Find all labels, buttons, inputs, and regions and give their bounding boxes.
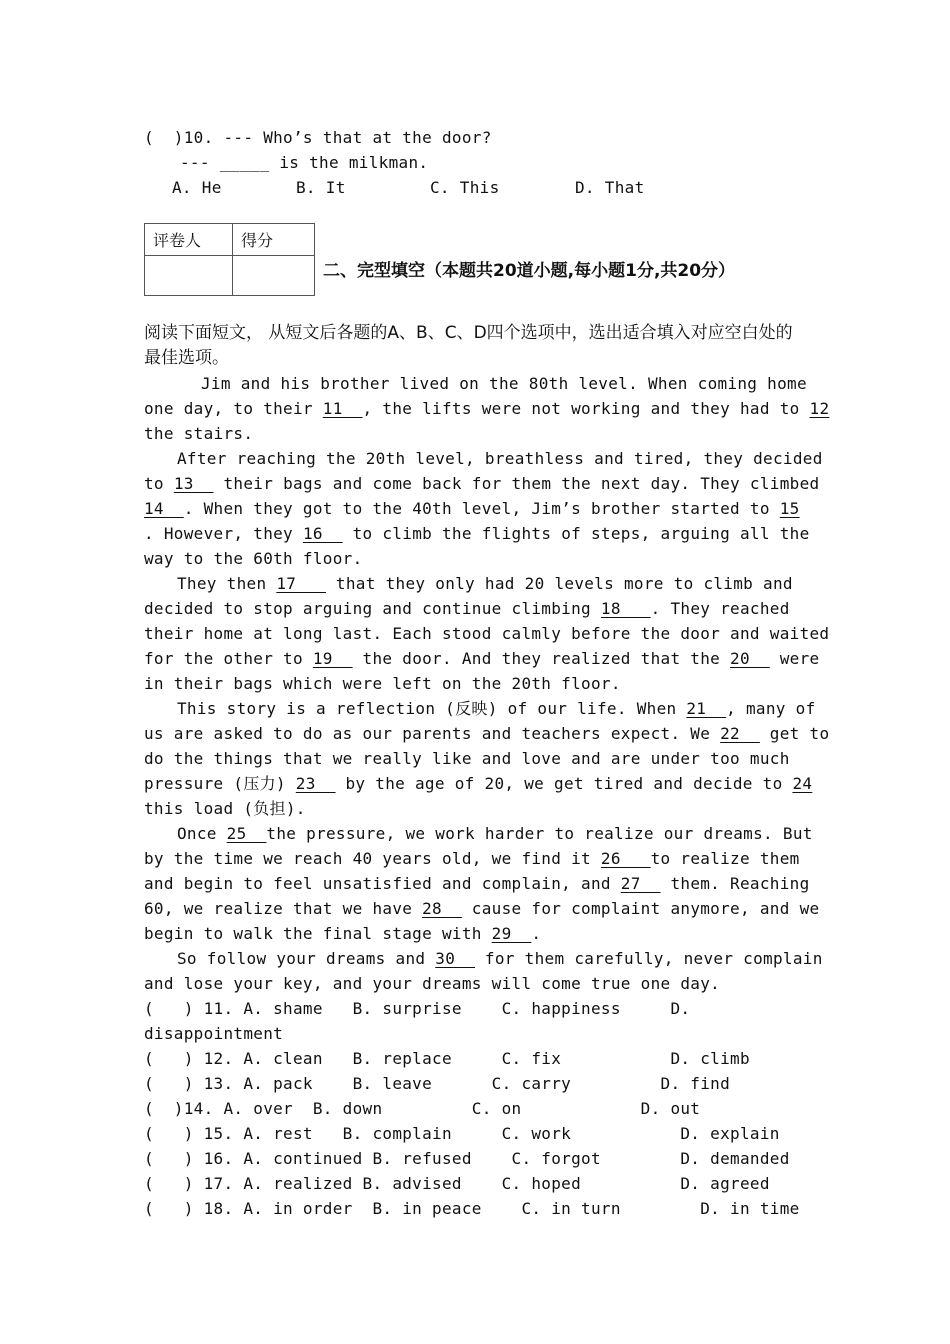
grader-cell — [145, 256, 233, 296]
passage-line: Once 25 the pressure, we work harder to realize our dreams. But — [177, 824, 813, 843]
passage-line: and begin to feel unsatisfied and complain, and 27 them. Reaching — [144, 874, 810, 893]
passage-line: They then 17 that they only had 20 levels more to climb and — [177, 574, 793, 593]
passage-line: do the things that we really like and love and are under too much — [144, 749, 790, 768]
passage-line: begin to walk the final stage with 29 . — [144, 924, 542, 943]
q10-option-b: B. It — [296, 178, 346, 197]
question-11: ( ) 11. A. shame B. surprise C. happiness D. — [144, 999, 691, 1018]
question-18: ( ) 18. A. in order B. in peace C. in turn D. in time — [144, 1199, 800, 1218]
q10-reply: --- _____ is the milkman. — [180, 153, 429, 172]
section-title: 二、完型填空（本题共20道小题,每小题1分,共20分） — [323, 261, 736, 281]
question-11-option-d: disappointment — [144, 1024, 284, 1043]
q10-option-a: A. He — [172, 178, 222, 197]
passage-line: and lose your key, and your dreams will come true one day. — [144, 974, 721, 993]
blank-18: 18 — [600, 599, 651, 618]
blank-24: 24 — [792, 774, 813, 793]
blank-22: 22 — [720, 724, 760, 743]
passage-line: 14 . When they got to the 40th level, Jim’s brother started to 15 — [144, 499, 800, 518]
passage-line: After reaching the 20th level, breathless and tired, they decided — [177, 449, 823, 468]
score-table — [144, 223, 315, 296]
blank-21: 21 — [686, 699, 727, 718]
blank-29: 29 — [491, 924, 532, 943]
blank-28: 28 — [422, 899, 462, 918]
passage-line: by the time we reach 40 years old, we find it 26 to realize them — [144, 849, 800, 868]
q10-stem: ( )10. --- Who’s that at the door? — [144, 128, 492, 147]
score-label: 得分 — [233, 224, 315, 256]
passage-line: So follow your dreams and 30 for them carefully, never complain — [177, 949, 823, 968]
blank-11: 11 — [322, 399, 363, 418]
score-cell — [233, 256, 315, 296]
question-12: ( ) 12. A. clean B. replace C. fix D. climb — [144, 1049, 750, 1068]
passage-line: their home at long last. Each stood calmly before the door and waited — [144, 624, 830, 643]
blank-20: 20 — [730, 649, 770, 668]
passage-line: for the other to 19 the door. And they realized that the 20 were — [144, 649, 820, 668]
blank-27: 27 — [620, 874, 661, 893]
passage-line: the stairs. — [144, 424, 254, 443]
blank-30: 30 — [435, 949, 475, 968]
q10-option-d: D. That — [575, 178, 645, 197]
question-17: ( ) 17. A. realized B. advised C. hoped D. agreed — [144, 1174, 770, 1193]
blank-23: 23 — [295, 774, 336, 793]
passage-line: 60, we realize that we have 28 cause for complaint anymore, and we — [144, 899, 820, 918]
blank-19: 19 — [312, 649, 353, 668]
passage-line: . However, they 16 to climb the flights of steps, arguing all the — [144, 524, 810, 543]
passage-line: in their bags which were left on the 20th floor. — [144, 674, 621, 693]
blank-26: 26 — [600, 849, 651, 868]
passage-line: Jim and his brother lived on the 80th level. When coming home — [201, 374, 807, 393]
grader-label: 评卷人 — [145, 224, 233, 256]
passage-line: pressure (压力) 23 by the age of 20, we get tired and decide to 24 — [144, 774, 813, 793]
q10-option-c: C. This — [430, 178, 500, 197]
blank-15: 15 — [779, 499, 800, 518]
blank-13: 13 — [173, 474, 214, 493]
passage-line: decided to stop arguing and continue climbing 18 . They reached — [144, 599, 790, 618]
passage-line: this load (负担). — [144, 799, 306, 818]
blank-16: 16 — [302, 524, 343, 543]
passage-line: us are asked to do as our parents and teachers expect. We 22 get to — [144, 724, 830, 743]
passage-line: This story is a reflection (反映) of our life. When 21 , many of — [177, 699, 816, 718]
blank-14: 14 — [144, 499, 184, 518]
question-16: ( ) 16. A. continued B. refused C. forgot D. demanded — [144, 1149, 790, 1168]
blank-17: 17 — [276, 574, 326, 593]
question-13: ( ) 13. A. pack B. leave C. carry D. find — [144, 1074, 731, 1093]
blank-25: 25 — [226, 824, 267, 843]
passage-line: one day, to their 11 , the lifts were not working and they had to 12 — [144, 399, 830, 418]
question-15: ( ) 15. A. rest B. complain C. work D. explain — [144, 1124, 780, 1143]
blank-12: 12 — [809, 399, 830, 418]
passage-line: way to the 60th floor. — [144, 549, 363, 568]
question-14: ( )14. A. over B. down C. on D. out — [144, 1099, 701, 1118]
passage-line: to 13 their bags and come back for them the next day. They climbed — [144, 474, 820, 493]
instruction: 阅读下面短文， 从短文后各题的A、B、C、D四个选项中，选出适合填入对应空白处的最佳选项。 — [144, 323, 793, 368]
